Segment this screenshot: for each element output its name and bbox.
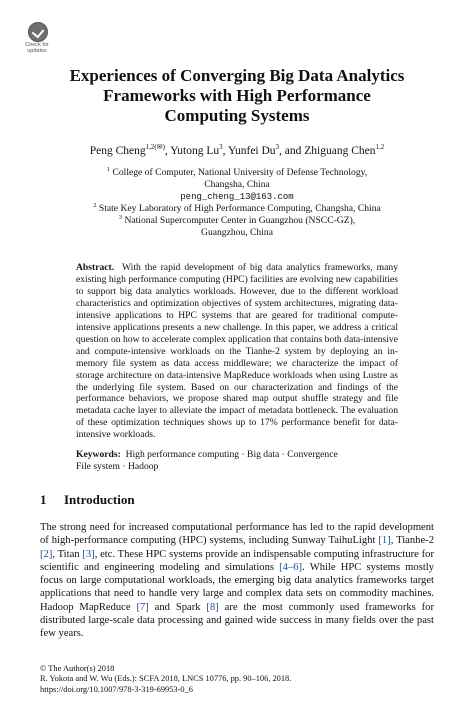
- citation-link[interactable]: [2]: [40, 548, 53, 560]
- author-affiliation-mark: 1,2: [375, 143, 385, 151]
- abstract-text: With the rapid development of big data analytics frameworks, many existing high performance computing (HPC) facilities are evolving new capabilities to support big data analytics workloads. However, due to the different workload characteristics and optimization objectives of system architectures, migrating data-intensive applications to HPC systems that are geared for traditional compute-intensive applications presents a new challenge. In this paper, we address a critical question on how to accelerate complex application that contains both data-intensive and compute-intensive workloads on the Tianhe-2 system by deploying an in-memory file system as data access middleware; we characterize the impact of storage architecture on data-intensive MapReduce workloads when using Lustre as the underlying file system. Based on our characterization and findings of the performance behaviors, we propose shared map output shuffle strategy and file metadata cache layer to alleviate the impact of metadata bottleneck. The evaluation of these optimization techniques shows up to 17% performance benefit for data-intensive workloads.: [76, 262, 398, 441]
- email-link[interactable]: peng_cheng_13@163.com: [180, 192, 294, 203]
- section-title: Introduction: [64, 492, 135, 507]
- author-affiliation-mark: 1,2(✉): [145, 143, 165, 151]
- copyright-footer: © The Author(s) 2018 R. Yokota and W. Wu (Eds.): SCFA 2018, LNCS 10776, pp. 90–106, 2018. https://doi.org/10.1007/978-3-319-69953-0_6: [40, 664, 434, 695]
- citation-link[interactable]: [4–6]: [279, 561, 303, 573]
- intro-paragraph: The strong need for increased computational performance has led to the rapid development of high-performance computing (HPC) systems, including Sunway TaihuLight [1], Tianhe-2 [2], Titan [3], etc. These HPC systems provide an indispensable computing infrastructure for scientific and engineering modeling and simulations [4–6]. While HPC systems mostly focus on large computational workloads, the emerging big data analytics frameworks target applications that need to handle very large and complex data sets on commodity machines. Hadoop MapReduce [7] and Spark [8] are the most commonly used frameworks for distributed large-scale data processing and gained wide success in many fields over the past few years.: [40, 522, 434, 640]
- section-number: 1: [40, 492, 47, 507]
- check-for-updates-badge[interactable]: [22, 22, 52, 62]
- author-list: Peng Cheng$^{1,2(✉)}$, Yutong Lu$^3$, Yunfei Du$^3$, and Zhiguang Chen$^{1,2}$: [89, 143, 385, 157]
- citation-link[interactable]: [1]: [378, 535, 391, 547]
- citation-link[interactable]: [8]: [206, 601, 219, 613]
- author-name: Yunfei Du: [227, 144, 276, 157]
- author-name: Peng Cheng: [89, 144, 146, 157]
- affiliation-1: $^1$ College of Computer, National University of Defense Technology, Changsha, China peng_cheng_13@163.com: [40, 164, 434, 203]
- section-heading: [40, 492, 135, 508]
- affiliation-2: $^2$ State Key Laboratory of High Performance Computing, Changsha, China: [93, 202, 381, 215]
- author-affiliation-mark: 3: [275, 143, 280, 151]
- author-name: Zhiguang Chen: [304, 144, 376, 157]
- affiliation-3: $^3$ National Supercomputer Center in Guangzhou (NSCC-GZ), Guangzhou, China: [118, 214, 356, 239]
- paper-title: Experiences of Converging Big Data Analytics Frameworks with High Performance Computing Systems: [69, 66, 405, 125]
- author-affiliation-mark: 3: [219, 143, 223, 151]
- author-name: Yutong Lu: [170, 144, 220, 157]
- citation-link[interactable]: [7]: [136, 601, 149, 613]
- check-icon: [28, 22, 48, 42]
- keywords: Keywords: High performance computing · Big data · Convergence File system · Hadoop: [76, 449, 338, 472]
- keywords-label: Keywords:: [76, 449, 121, 460]
- citation-link[interactable]: [3]: [82, 548, 95, 560]
- abstract: [76, 262, 398, 441]
- doi-link[interactable]: https://doi.org/10.1007/978-3-319-69953-0_6: [40, 684, 193, 694]
- badge-label: Check for updates: [25, 42, 49, 54]
- abstract-label: Abstract.: [76, 262, 115, 273]
